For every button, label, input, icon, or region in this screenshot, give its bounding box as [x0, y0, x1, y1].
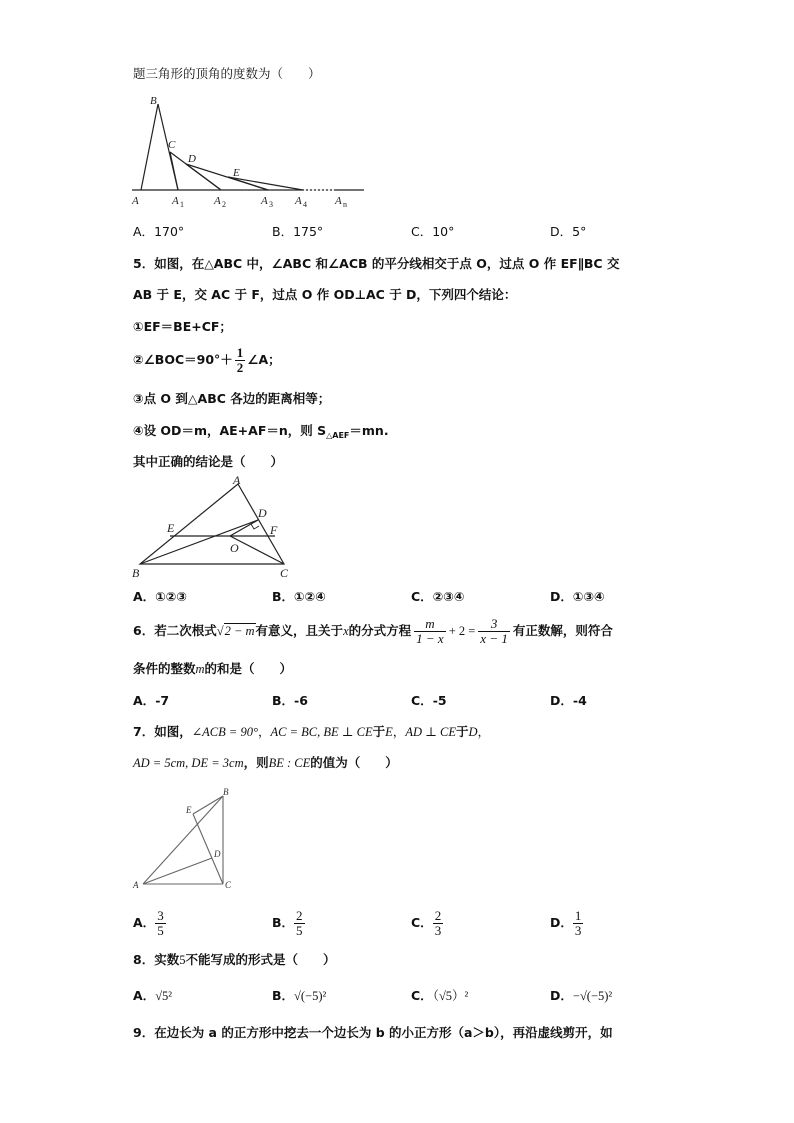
- q4-label-C: C: [168, 139, 176, 151]
- q7-figure: [130, 786, 240, 892]
- q4-label-A: A: [132, 195, 139, 207]
- q7-label-E: E: [186, 805, 192, 815]
- q5-line2: AB 于 E，交 AC 于 F，过点 O 作 OD⊥AC 于 D，下列四个结论：: [133, 287, 517, 302]
- q6-option-d[interactable]: D．-4: [550, 693, 587, 708]
- q7-line2: AD = 5cm, DE = 3cm，则BE : CE的值为（ ）: [133, 755, 398, 770]
- q8-option-c[interactable]: C．（√5）²: [411, 988, 469, 1003]
- q4-option-b[interactable]: B．175°: [272, 224, 324, 239]
- q4-option-a[interactable]: A．170°: [133, 224, 185, 239]
- q5-option-a[interactable]: A．①②③: [133, 589, 187, 604]
- q5-line1: 5．如图，在△ABC 中，∠ABC 和∠ACB 的平分线相交于点 O，过点 O 作 EF∥BC 交: [133, 256, 620, 271]
- q4-label-D: D: [188, 153, 196, 165]
- q8-option-d[interactable]: D．−√(−5)²: [550, 988, 613, 1003]
- q5-figure: [130, 474, 300, 584]
- q4-option-d[interactable]: D．5°: [550, 224, 587, 239]
- q8-option-b[interactable]: B．√(−5)²: [272, 988, 327, 1003]
- q4-label-A4: A: [295, 195, 302, 207]
- q4-label-A3: A: [261, 195, 268, 207]
- q4-label-A2: A: [214, 195, 221, 207]
- q5-label-F: F: [270, 523, 278, 537]
- q4-label-A1: A: [172, 195, 179, 207]
- q4-label-E: E: [233, 167, 240, 179]
- q5-label-A: A: [233, 474, 241, 487]
- q5-conclusion-1: ①EF＝BE+CF；: [133, 319, 232, 334]
- q7-label-D: D: [214, 849, 221, 859]
- q7-label-C: C: [225, 880, 232, 890]
- q4-stem: 题三角形的顶角的度数为（ ）: [133, 66, 321, 81]
- q6-option-c[interactable]: C．-5: [411, 693, 447, 708]
- q5-ask: 其中正确的结论是（ ）: [133, 454, 284, 469]
- q7-option-b[interactable]: B． $\frac{2}{5}$: [272, 908, 303, 938]
- q5-option-b[interactable]: B．①②④: [272, 589, 326, 604]
- q5-conclusion-2: ②∠BOC＝90°＋ $\frac{1}{2}$ ∠A；: [133, 345, 281, 375]
- q5-conclusion-3: ③点 O 到△ABC 各边的距离相等；: [133, 391, 331, 406]
- q6-line2: 条件的整数m的和是（ ）: [133, 661, 293, 676]
- q6-option-a[interactable]: A．-7: [133, 693, 170, 708]
- q4-sub-1: 1: [180, 200, 184, 209]
- q6-line1: 6．若二次根式√2 − m有意义，且关于x的分式方程 $\frac{m}{1 - x}$ + 2 = $\frac{3}{x - 1}$ 有正数解，则符合: [133, 616, 613, 646]
- q6-var-x: x: [343, 624, 349, 638]
- q5-conclusion-4: ④设 OD＝m，AE+AF＝n，则 $S_{\triangle AEF}=mn$.: [133, 423, 389, 440]
- q4-figure: [128, 92, 378, 214]
- q7-option-a[interactable]: A． $\frac{3}{5}$: [133, 908, 164, 938]
- q6-fraction-1: $\frac{m}{1 - x}$: [416, 616, 444, 646]
- q4-option-c[interactable]: C．10°: [411, 224, 455, 239]
- q6-option-b[interactable]: B．-6: [272, 693, 308, 708]
- q7-label-A: A: [133, 880, 139, 890]
- q8-option-a[interactable]: A．√5²: [133, 988, 173, 1003]
- q4-label-B: B: [150, 95, 157, 107]
- q7-label-B: B: [223, 787, 229, 797]
- q5-label-E: E: [167, 521, 175, 535]
- q5-label-D: D: [258, 506, 267, 520]
- q5-option-c[interactable]: C．②③④: [411, 589, 465, 604]
- q4-label-An: A: [335, 195, 342, 207]
- q6-fraction-2: $\frac{3}{x - 1}$: [480, 616, 508, 646]
- q5-label-C: C: [280, 566, 289, 580]
- q4-sub-4: 4: [303, 200, 307, 209]
- q9-stem: 9．在边长为 a 的正方形中挖去一个边长为 b 的小正方形（a＞b），再沿虚线剪开，如: [133, 1025, 613, 1040]
- q8-stem: 8．实数5不能写成的形式是（ ）: [133, 952, 336, 967]
- q7-option-d[interactable]: D． $\frac{1}{3}$: [550, 908, 582, 938]
- q5-half-fraction: $\frac{1}{2}$: [236, 345, 244, 375]
- q5-label-B: B: [132, 566, 140, 580]
- q7-option-c[interactable]: C． $\frac{2}{3}$: [411, 908, 442, 938]
- q5-option-d[interactable]: D．①③④: [550, 589, 605, 604]
- q4-sub-3: 3: [269, 200, 273, 209]
- q5-label-O: O: [230, 541, 239, 555]
- q7-line1: 7．如图，∠ACB = 90°，AC = BC, BE ⊥ CE于E，AD ⊥ CE于D，: [133, 724, 491, 739]
- q5-triangle-abc: [140, 484, 284, 564]
- q6-radicand: 2 − m: [224, 624, 255, 638]
- q4-sub-2: 2: [222, 200, 226, 209]
- q4-sub-n: n: [343, 200, 347, 209]
